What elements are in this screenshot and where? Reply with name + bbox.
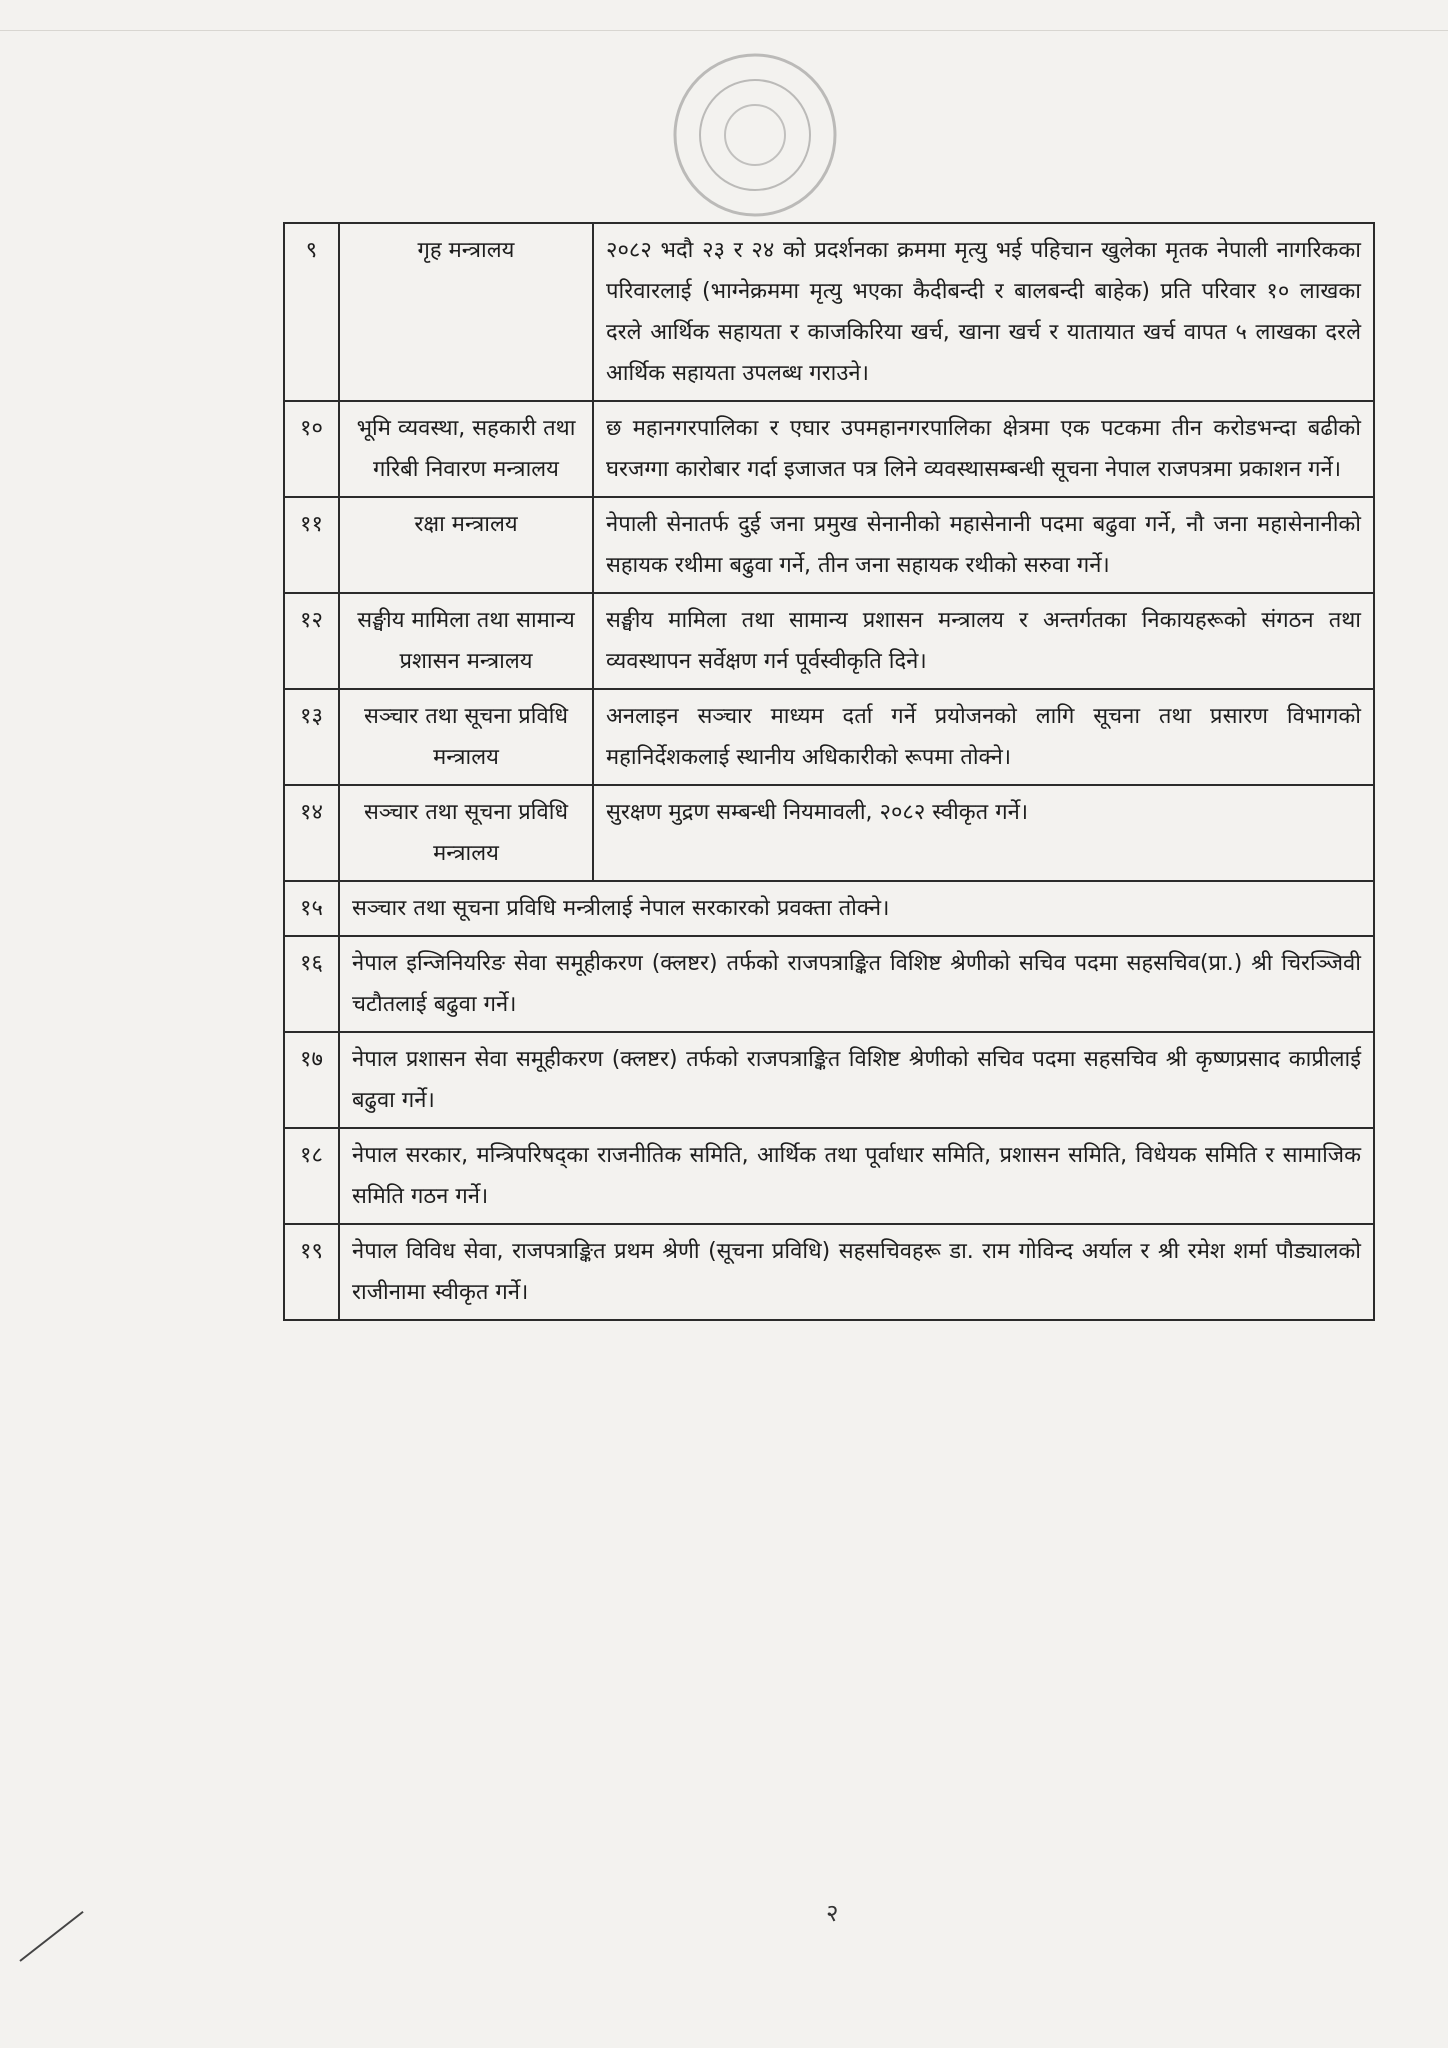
table-row: [284, 1128, 1374, 1224]
decision-cell: नेपाली सेनातर्फ दुई जना प्रमुख सेनानीको महासेनानी पदमा बढुवा गर्ने, नौ जना महासेनानीको सहायक रथीमा बढुवा गर्ने, तीन जना सहायक रथीको सरुवा गर्ने।: [593, 497, 1374, 593]
decision-cell: सुरक्षण मुद्रण सम्बन्धी नियमावली, २०८२ स्वीकृत गर्ने।: [593, 785, 1374, 881]
row-number: १२: [284, 593, 339, 689]
table-row: [284, 497, 1374, 593]
pen-stroke: [19, 1911, 83, 1962]
row-number: १६: [284, 936, 339, 1032]
row-number: १०: [284, 401, 339, 497]
decision-cell: सङ्घीय मामिला तथा सामान्य प्रशासन मन्त्रालय र अन्तर्गतका निकायहरूको संगठन तथा व्यवस्थापन सर्वेक्षण गर्न पूर्वस्वीकृति दिने।: [593, 593, 1374, 689]
ministry-cell: सञ्चार तथा सूचना प्रविधि मन्त्रालय: [339, 689, 593, 785]
table-row: [284, 936, 1374, 1032]
page-edge: [0, 30, 1448, 31]
ministry-cell: सञ्चार तथा सूचना प्रविधि मन्त्रालय: [339, 785, 593, 881]
row-number: १५: [284, 881, 339, 936]
table-row: [284, 785, 1374, 881]
decisions-table: [283, 222, 1375, 1321]
ministry-cell: सङ्घीय मामिला तथा सामान्य प्रशासन मन्त्रालय: [339, 593, 593, 689]
decision-cell: नेपाल प्रशासन सेवा समूहीकरण (क्लष्टर) तर्फको राजपत्राङ्कित विशिष्ट श्रेणीको सचिव पदमा सहसचिव श्री कृष्णप्रसाद काप्रीलाई बढुवा गर्ने।: [339, 1032, 1374, 1128]
decision-cell: छ महानगरपालिका र एघार उपमहानगरपालिका क्षेत्रमा एक पटकमा तीन करोडभन्दा बढीको घरजग्गा कारोबार गर्दा इजाजत पत्र लिने व्यवस्थासम्बन्धी सूचना नेपाल राजपत्रमा प्रकाशन गर्ने।: [593, 401, 1374, 497]
decision-cell: २०८२ भदौ २३ र २४ को प्रदर्शनका क्रममा मृत्यु भई पहिचान खुलेका मृतक नेपाली नागरिकका परिवारलाई (भाग्नेक्रममा मृत्यु भएका कैदीबन्दी र बालबन्दी बाहेक) प्रति परिवार १० लाखका दरले आर्थिक सहायता र काजकिरिया खर्च, खाना खर्च र यातायात खर्च वापत ५ लाखका दरले आर्थिक सहायता उपलब्ध गराउने।: [593, 223, 1374, 401]
row-number: १४: [284, 785, 339, 881]
ministry-cell: भूमि व्यवस्था, सहकारी तथा गरिबी निवारण मन्त्रालय: [339, 401, 593, 497]
row-number: १७: [284, 1032, 339, 1128]
ministry-cell: गृह मन्त्रालय: [339, 223, 593, 401]
decision-cell: अनलाइन सञ्चार माध्यम दर्ता गर्ने प्रयोजनको लागि सूचना तथा प्रसारण विभागको महानिर्देशकलाई स्थानीय अधिकारीको रूपमा तोक्ने।: [593, 689, 1374, 785]
page-number: २: [826, 1899, 839, 1927]
table-row: [284, 881, 1374, 936]
row-number: १८: [284, 1128, 339, 1224]
table-row: [284, 223, 1374, 401]
table-row: [284, 1032, 1374, 1128]
row-number: १९: [284, 1224, 339, 1320]
decision-cell: नेपाल इन्जिनियरिङ सेवा समूहीकरण (क्लष्टर) तर्फको राजपत्राङ्कित विशिष्ट श्रेणीको सचिव पदमा सहसचिव(प्रा.) श्री चिरञ्जिवी चटौतलाई बढुवा गर्ने।: [339, 936, 1374, 1032]
decision-cell: नेपाल विविध सेवा, राजपत्राङ्कित प्रथम श्रेणी (सूचना प्रविधि) सहसचिवहरू डा. राम गोविन्द अर्याल र श्री रमेश शर्मा पौड्यालको राजीनामा स्वीकृत गर्ने।: [339, 1224, 1374, 1320]
table-row: [284, 689, 1374, 785]
row-number: ११: [284, 497, 339, 593]
ministry-cell: रक्षा मन्त्रालय: [339, 497, 593, 593]
decision-cell: नेपाल सरकार, मन्त्रिपरिषद्का राजनीतिक समिति, आर्थिक तथा पूर्वाधार समिति, प्रशासन समिति, विधेयक समिति र सामाजिक समिति गठन गर्ने।: [339, 1128, 1374, 1224]
row-number: ९: [284, 223, 339, 401]
government-seal-icon: [660, 40, 850, 230]
row-number: १३: [284, 689, 339, 785]
table-row: [284, 1224, 1374, 1320]
table-row: [284, 401, 1374, 497]
decision-cell: सञ्चार तथा सूचना प्रविधि मन्त्रीलाई नेपाल सरकारको प्रवक्ता तोक्ने।: [339, 881, 1374, 936]
table-row: [284, 593, 1374, 689]
